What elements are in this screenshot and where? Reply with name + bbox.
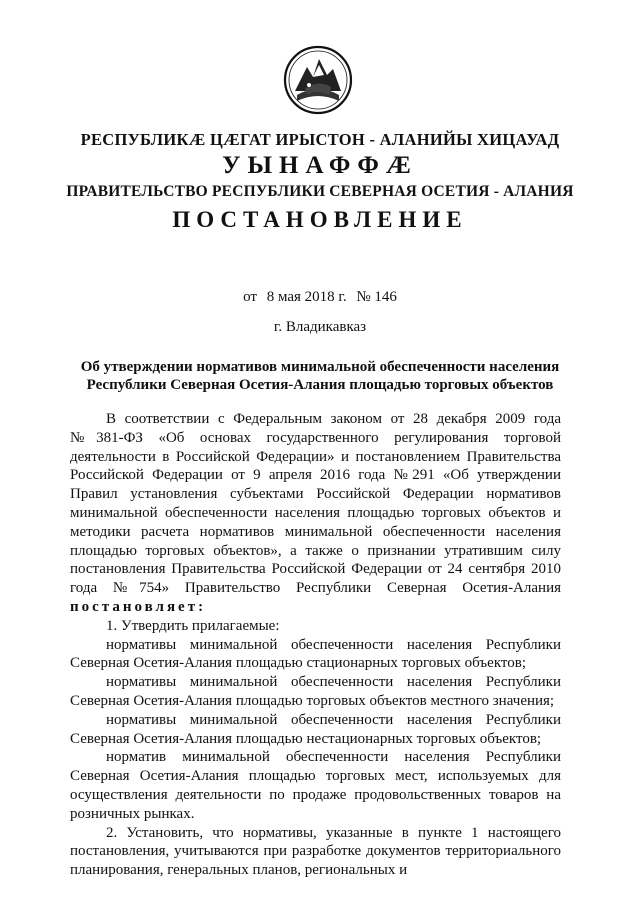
ossetian-document-type: УЫНАФФӔ [222,152,418,179]
item-1: 1. Утвердить прилагаемые: [106,617,280,634]
ossetian-government-name: РЕСПУБЛИКӔ ЦӔГАТ ИРЫСТОН - АЛАНИЙЫ ХИЦАУАД [80,130,560,149]
date-number-line [0,289,640,306]
decree-word: постановляет: [70,598,207,615]
norm-non-stationary: нормативы минимальной обеспеченности населения Республики Северная Осетия-Алания площадью нестационарных торговых объектов; [70,711,561,747]
city-name: г. Владикавказ [273,319,367,335]
russian-document-type: ПОСТАНОВЛЕНИЕ [172,207,468,232]
from-label: от [243,289,257,305]
norm-stationary: нормативы минимальной обеспеченности населения Республики Северная Осетия-Алания площадью стационарных торговых объектов; [70,636,561,672]
russian-government-name: ПРАВИТЕЛЬСТВО РЕСПУБЛИКИ СЕВЕРНАЯ ОСЕТИЯ - АЛАНИЯ [66,183,574,200]
norm-local: нормативы минимальной обеспеченности населения Республики Северная Осетия-Алания площадью торговых объектов местного значения; [70,674,561,709]
item-2: 2. Установить, что нормативы, указанные в пункте 1 настоящего постановления, учитываются при разработке документов территориального планирования, генеральных планов, региональных и [70,824,561,879]
title-line-2: Республики Северная Осетия-Алания площадью торговых объектов [86,377,554,393]
document-date: 8 мая 2018 г. [266,289,347,305]
coat-of-arms-emblem [283,45,353,115]
document-number: № 146 [356,289,397,305]
norm-market-places: норматив минимальной обеспеченности населения Республики Северная Осетия-Алания площадью торговых мест, используемых для осуществления деятельности по продаже продовольственных товаров на розничных рынках. [70,749,561,822]
preamble-text: В соответствии с Федеральным законом от 28 декабря 2009 года №381-ФЗ «Об основах государственного регулирования торговой деятельности в Российской Федерации» и постановлением Правительства Российской Федерации от 9 апреля 2016 года №291 «Об утверждении Правил установления субъектами Российской Федерации нормативов минимальной обеспеченности населения площадью торговых объектов и методики расчета нормативов минимальной обеспеченности населения площадью торговых объектов», а также о признании утратившим силу постановления Правительства Российской Федерации от 24 сентября 2010 года №754» Правительство Республики Северная Осетия-Алания [70,411,561,597]
document-title [60,358,580,394]
document-body [70,410,561,880]
preamble-paragraph [70,410,561,617]
title-line-1: Об утверждении нормативов минимальной обеспеченности населения [80,359,560,375]
